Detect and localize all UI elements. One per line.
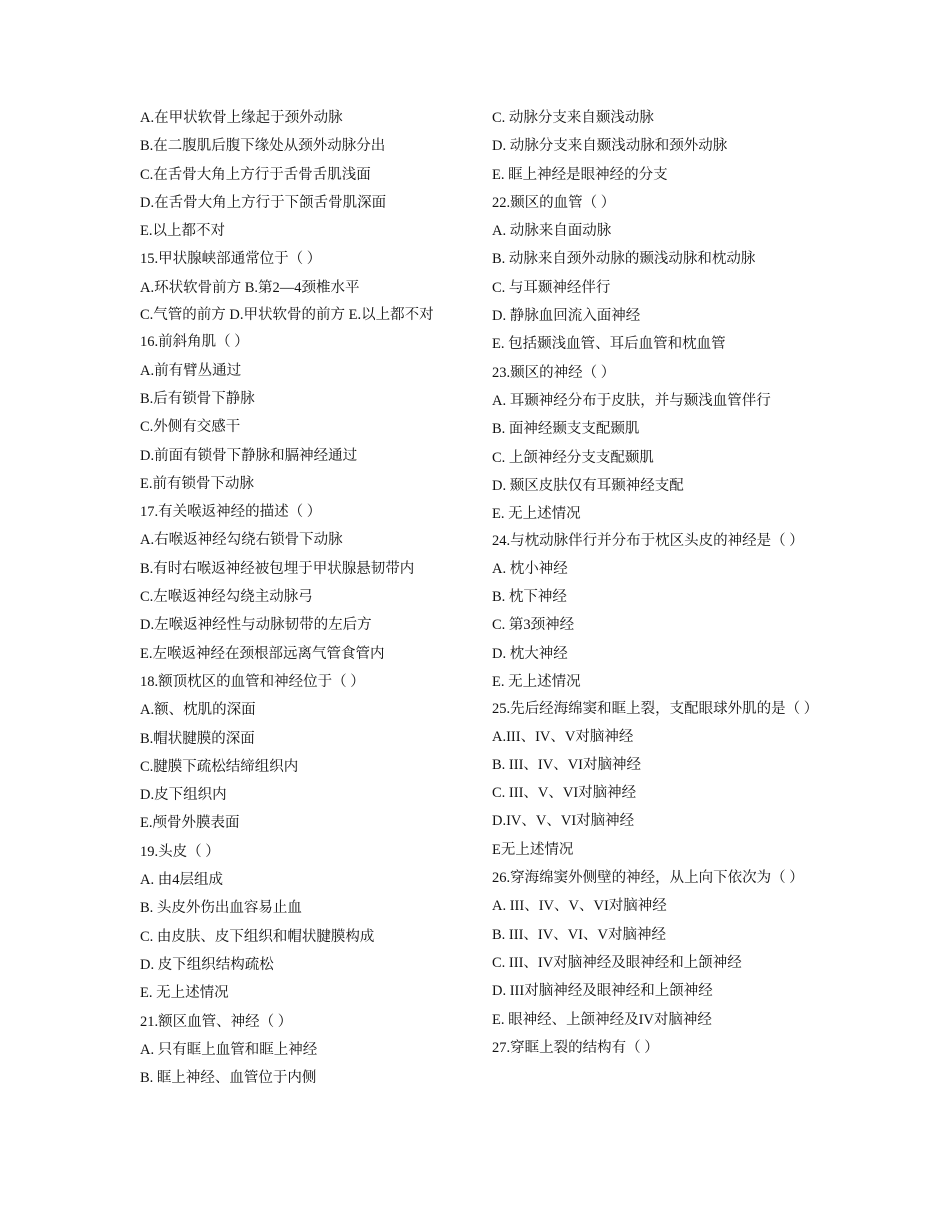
option-line: A. 枕小神经: [492, 560, 568, 577]
option-line: C. III、V、VI对脑神经: [492, 785, 637, 802]
option-line: A. III、IV、V、VI对脑神经: [492, 898, 667, 915]
option-line: B.有时右喉返神经被包埋于甲状腺悬韧带内: [140, 560, 415, 577]
option-line: C. III、IV对脑神经及眼神经和上颌神经: [492, 954, 742, 971]
option-line: D. 颞区皮肤仅有耳颞神经支配: [492, 477, 684, 494]
option-line: C. 动脉分支来自颞浅动脉: [492, 110, 654, 126]
question-line: 18.额顶枕区的血管和神经位于（ ）: [140, 673, 365, 690]
option-line: D. 皮下组织结构疏松: [140, 956, 274, 973]
option-line: C.左喉返神经勾绕主动脉弓: [140, 589, 313, 606]
option-line: C.外侧有交感干: [140, 419, 241, 436]
option-line: C.在舌骨大角上方行于舌骨舌肌浅面: [140, 166, 371, 183]
option-line: D. III对脑神经及眼神经和上颌神经: [492, 983, 713, 1000]
option-line: D.IV、V、VI对脑神经: [492, 813, 635, 830]
option-line: B. III、IV、VI对脑神经: [492, 756, 642, 773]
option-line: C. 与耳颞神经伴行: [492, 279, 611, 296]
option-line: E. 无上述情况: [492, 506, 581, 523]
option-line: C. 上颌神经分支支配颞肌: [492, 449, 654, 466]
question-line: 25.先后经海绵窦和眶上裂，支配眼球外肌的是（ ）: [492, 701, 819, 718]
option-line: C. 由皮肤、皮下组织和帽状腱膜构成: [140, 928, 375, 945]
option-line: D.左喉返神经性与动脉韧带的左后方: [140, 617, 372, 634]
left-column: [140, 108, 458, 1096]
option-line: E.以上都不对: [140, 223, 225, 240]
question-line: 23.颞区的神经（ ）: [492, 364, 616, 381]
option-line: A. 动脉来自面动脉: [492, 223, 612, 240]
option-line: E.颅骨外膜表面: [140, 815, 240, 832]
option-line: D.在舌骨大角上方行于下颌舌骨肌深面: [140, 194, 387, 211]
option-line: E.左喉返神经在颈根部远离气管食管内: [140, 645, 385, 662]
option-line: C. 第3颈神经: [492, 617, 575, 634]
option-line: A.右喉返神经勾绕右锁骨下动脉: [140, 532, 343, 549]
question-line: 15.甲状腺峡部通常位于（ ）: [140, 251, 322, 268]
question-line: 21.额区血管、神经（ ）: [140, 1013, 293, 1030]
option-line: B. 眶上神经、血管位于内侧: [140, 1070, 317, 1087]
option-line: B. 动脉来自颈外动脉的颞浅动脉和枕动脉: [492, 251, 756, 268]
option-line: A.前有臂丛通过: [140, 362, 242, 379]
option-line: A.在甲状软骨上缘起于颈外动脉: [140, 110, 343, 126]
option-line: D.皮下组织内: [140, 787, 227, 804]
option-line: C.腱膜下疏松结缔组织内: [140, 758, 299, 775]
option-line: A. 由4层组成: [140, 872, 223, 889]
option-line: B. 头皮外伤出血容易止血: [140, 900, 302, 917]
option-line: B. 面神经颞支支配颞肌: [492, 421, 640, 438]
question-line: 26.穿海绵窦外侧壁的神经，从上向下依次为（ ）: [492, 870, 804, 887]
question-line: 27.穿眶上裂的结构有（ ）: [492, 1039, 659, 1056]
option-line: B.帽状腱膜的深面: [140, 730, 255, 747]
question-line: 16.前斜角肌（ ）: [140, 334, 249, 351]
option-line: C.气管的前方 D.甲状软骨的前方 E.以上都不对: [140, 307, 434, 324]
option-line: A.环状软骨前方 B.第2—4颈椎水平: [140, 279, 360, 296]
option-line: D. 动脉分支来自颞浅动脉和颈外动脉: [492, 138, 728, 155]
option-line: A. 耳颞神经分布于皮肤，并与颞浅血管伴行: [492, 392, 771, 409]
option-line: D. 静脉血回流入面神经: [492, 308, 641, 325]
question-line: 17.有关喉返神经的描述（ ）: [140, 504, 322, 521]
option-line: E. 无上述情况: [140, 985, 229, 1002]
right-column: [492, 108, 819, 1066]
option-line: E.前有锁骨下动脉: [140, 475, 254, 492]
option-line: E. 眶上神经是眼神经的分支: [492, 166, 668, 183]
option-line: D.前面有锁骨下静脉和膈神经通过: [140, 447, 358, 464]
option-line: A. 只有眶上血管和眶上神经: [140, 1041, 318, 1058]
option-line: E. 无上述情况: [492, 673, 581, 690]
option-line: B. 枕下神经: [492, 589, 567, 606]
option-line: E无上述情况: [492, 841, 574, 858]
question-line: 24.与枕动脉伴行并分布于枕区头皮的神经是（ ）: [492, 533, 804, 550]
option-line: B.在二腹肌后腹下缘处从颈外动脉分出: [140, 138, 386, 155]
option-line: D. 枕大神经: [492, 645, 568, 662]
option-line: B.后有锁骨下静脉: [140, 390, 255, 407]
option-line: E. 包括颞浅血管、耳后血管和枕血管: [492, 336, 726, 353]
option-line: E. 眼神经、上颌神经及IV对脑神经: [492, 1011, 712, 1028]
option-line: B. III、IV、VI、V对脑神经: [492, 926, 666, 943]
option-line: A.III、IV、V对脑神经: [492, 728, 634, 745]
question-line: 22.颞区的血管（ ）: [492, 194, 616, 211]
option-line: A.额、枕肌的深面: [140, 702, 256, 719]
question-line: 19.头皮（ ）: [140, 843, 220, 860]
